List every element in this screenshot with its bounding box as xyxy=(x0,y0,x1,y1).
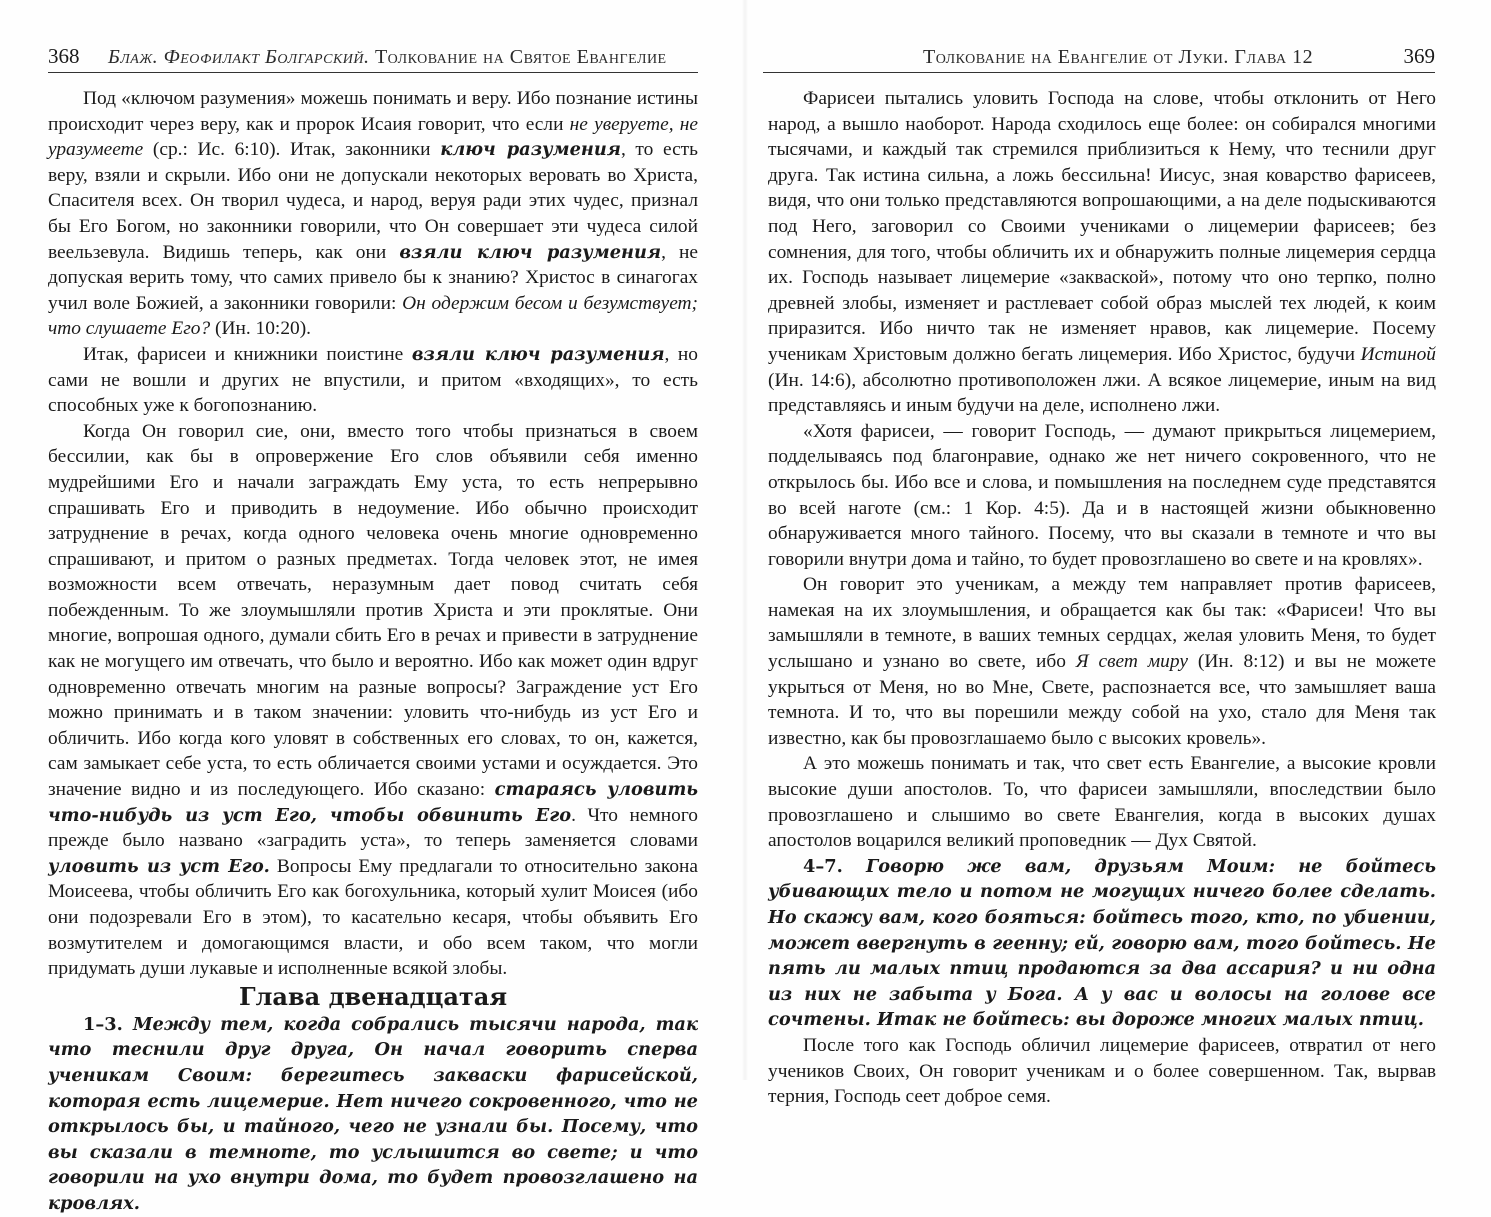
italic-citation: Я свет миру xyxy=(1075,651,1188,673)
text-run: Итак, фарисеи и книжники поистине xyxy=(83,343,412,365)
text-run: , но сами не вошли и других не впустили, и притом «входящих», то есть способных уже к богопознанию. xyxy=(48,343,698,417)
paragraph xyxy=(48,86,698,342)
text-run: (Ин. 10:20). xyxy=(210,318,312,340)
text-run: Фарисеи пытались уловить Господа на слове, чтобы отклонить от Него народ, а вышло наоборот. Народа сходилось еще более: он собирался многими тысячами, и каждый так стремился приблизиться к Нему, что теснили друг друга. Так истина сильна, а ложь бессильна! Иисус, зная коварство фарисеев, видя, что они только представляются вопрошающими, а на деле подыскиваются под Него, заговорил со Своими учениками о лицемерии фарисеев; без сомнения, для того, чтобы обличить их и обнаружить полные лицемерия сердца их. Господь называет лицемерие «закваской», потому что оно терпко, полно древней злобы, изменяет и растлевает собой образ мыслей тех людей, к коим приразится. Ибо ничто так не изменяет нравов, как лицемерие. Посему ученикам Христовым должно бегать лицемерия. Ибо Христос, будучи xyxy=(768,88,1436,365)
text-run: А это можешь понимать и так, что свет есть Евангелие, а высокие кровли высокие души апостолов. То, что фарисеи замышляли, впоследствии было провозглашено и слышимо во свете Евангелия, когда в высоких душах апостолов воцарился великий проповедник — Дух Святой. xyxy=(768,753,1436,852)
emphasized-quote: стараясь уловить что-нибудь из уст Его, чтобы обвинить Его xyxy=(48,779,698,826)
text-run: . Что немного прежде было названо «заградить уста», то теперь заменяется словами xyxy=(48,804,698,852)
running-head-author: Блаж. Феофилакт Болгарский. xyxy=(108,46,370,68)
text-run: (ср.: Ис. 6:10). Итак, законники xyxy=(143,139,441,161)
verse-text: Между тем, когда собрались тысячи народа, так что теснили друг друга, Он начал говорить сперва ученикам Своим: берегитесь закваски фарисейской, которая есть лицемерие. Нет ничего сокровенного, что не открылось бы, и тайного, чего не узнали бы. Посему, что вы сказали в темноте, то услышится во свете; и что говорили на ухо внутри дома, то будет провозглашено на кровлях. xyxy=(48,1013,698,1214)
text-run: «Хотя фарисеи, — говорит Господь, — думают прикрыться лицемерием, подделываясь под благонравие, однако же нет ничего сокровенного, что не открылось бы. Ибо все и слова, и помышления на последнем суде представятся во всей наготе (см.: 1 Кор. 4:5). Да и в настоящей жизни обыкновенно обнаруживается много тайного. Посему, что вы сказали в темноте и что вы говорили внутри дома и тайно, то будет провозглашено во свете и на кровлях». xyxy=(768,420,1436,570)
text-run: (Ин. 8:12) и вы не можете укрыться от Меня, но во Мне, Свете, распознается все, что замышляет ваша темнота. И то, что вы порешили между собой на ухо, стало для Меня так известно, как бы провозглашаемо было с высоких кровель». xyxy=(768,651,1436,749)
left-page xyxy=(0,0,745,1214)
text-run: , не допуская верить тому, что самих привело бы к знанию? Христос в синагогах учил воле Божией, а законники говорили: xyxy=(48,241,698,314)
paragraph xyxy=(768,419,1436,573)
scripture-verse xyxy=(48,1012,698,1217)
page-body xyxy=(768,86,1436,1110)
emphasized-quote: взяли ключ разумения xyxy=(399,241,662,263)
page-number: 368 xyxy=(48,44,80,68)
emphasized-quote: взяли ключ разумения xyxy=(411,343,665,365)
italic-citation: Истиной xyxy=(1360,343,1436,365)
right-page xyxy=(745,0,1491,1108)
page-body xyxy=(48,86,698,1217)
verse-text: Говорю же вам, друзьям Моим: не бойтесь убивающих тело и потом не могущих ничего более сделать. Но скажу вам, кого бояться: бойтесь того, кто, по убиении, может ввергнуть в геенну; ей, говорю вам, того бойтесь. Не пять ли малых птиц продаются за два ассария? и ни одна из них не забыта у Бога. А у вас и волосы на голове все сочтены. Итак не бойтесь: вы дороже многих малых птиц. xyxy=(768,855,1436,1031)
paragraph xyxy=(768,751,1436,853)
chapter-title: Глава двенадцатая xyxy=(238,981,508,1011)
running-head-title: Толкование на Евангелие от Луки. Глава 12 xyxy=(923,46,1314,68)
text-run: Под «ключом разумения» можешь понимать и веру. Ибо познание истины происходит через веру, как и пророк Исаия говорит, что если xyxy=(48,88,698,135)
verse-number: 1–3. xyxy=(83,1013,123,1035)
paragraph xyxy=(48,342,698,419)
paragraph: После того как Господь обличил лицемерие фарисеев, отвратил от него учеников Своих, Он говорит ученикам и о более совершенном. Так, вырвав терния, Господь сеет доброе семя. xyxy=(768,1034,1436,1108)
running-head-book-title: Толкование на Святое Евангелие xyxy=(374,46,667,68)
text-run: Он говорит это ученикам, а между тем направляет против фарисеев, намекая на их злоумышления, и обращается как бы так: «Фарисеи! Что вы замышляли в темноте, в ваших темных сердцах, желая уловить Меня, то будет услышано и узнано во свете, ибо xyxy=(768,574,1436,673)
header-rule xyxy=(48,72,698,73)
verse-number: 4–7. xyxy=(803,855,843,877)
scripture-verse xyxy=(768,854,1436,1033)
paragraph xyxy=(768,86,1436,419)
header-rule xyxy=(763,72,1435,73)
running-head xyxy=(803,42,1435,70)
paragraph xyxy=(48,419,698,982)
paragraph xyxy=(768,572,1436,751)
emphasized-quote: уловить из уст Его. xyxy=(48,855,270,877)
italic-citation: Он одержим бесом и безумствует; что слушаете Его? xyxy=(48,292,698,340)
text-run: Вопросы Ему предлагали то относительно закона Моисеева, чтобы обличить Его как богохульника, который хулит Моисея (ибо они подозревали Его в этом), то касательно кесаря, чтобы объявить Его возмутителем и домогающимся власти, и обо всем таком, что могли придумать души лукавые и исполненные всякой злобы. xyxy=(48,855,699,980)
text-run: (Ин. 14:6), абсолютно противоположен лжи. А всякое лицемерие, иным на вид представляясь и иным будучи на деле, исполнено лжи. xyxy=(768,369,1436,417)
page-number: 369 xyxy=(1403,44,1435,68)
running-head-title xyxy=(108,43,667,71)
running-head xyxy=(48,42,697,70)
text-run: , то есть веру, взяли и скрыли. Ибо они не допускали некоторых веровать во Христа, Спасителя всех. Он творил чудеса, и народ, веруя ради этих чудес, признал бы Его Богом, но законники говорили, что Он совершает эти чудеса силой веельзевула. Видишь теперь, как они xyxy=(48,139,698,263)
text-run: Когда Он говорил сие, они, вместо того чтобы признаться в своем бессилии, как бы в опровержение Его слов объявили себя именно мудрейшими Его и начали заграждать Ему уста, то есть непрерывно спрашивать Его и приводить в недоумение. Ибо обычно происходит затруднение в речах, когда одного человека очень многие одновременно спрашивают, и притом о разных предметах. Тогда человек этот, не имея возможности всем отвечать, неразумным дает повод считать себя побежденным. То же злоумышляли против Христа и эти проклятые. Они многие, вопрошая одного, думали сбить Его в речах и привести в затруднение как не могущего им отвечать, что было и вероятно. Ибо как может один вдруг одновременно отвечать многим на разные вопросы? Заграждение уст Его можно принимать и в таком значении: уловить что-нибудь из уст Его и обличить. Ибо когда кого уловят в собственных его словах, то он, кажется, сам замыкает себе уста, то есть обличается своими устами и осуждается. Это значение видно и из последующего. Ибо сказано: xyxy=(48,420,698,801)
emphasized-quote: ключ разумения xyxy=(440,139,621,161)
italic-citation: не уверуете, не уразумеете xyxy=(48,113,698,161)
